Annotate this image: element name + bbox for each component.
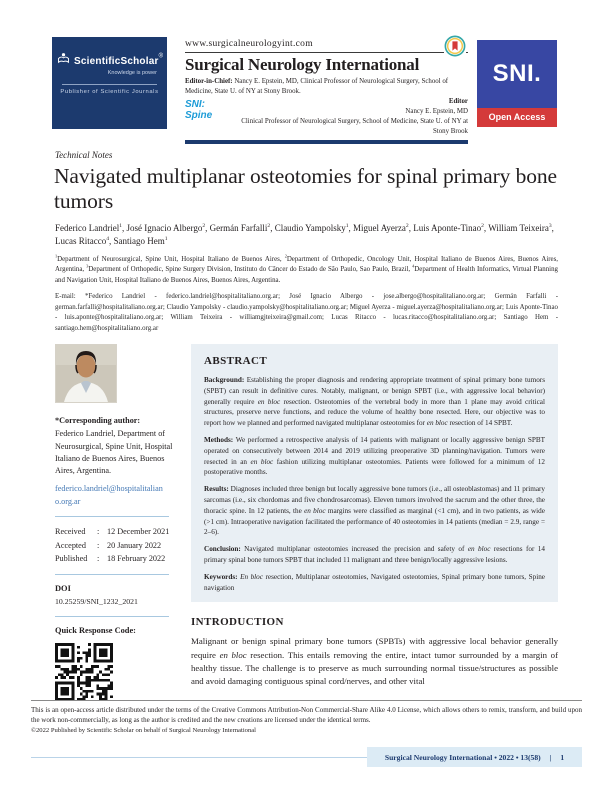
brand-divider (62, 84, 157, 85)
editor-label: Editor (448, 98, 468, 106)
received-date-row (55, 525, 177, 539)
editor-name: Nancy E. Epstein, MD (405, 108, 468, 116)
abstract-background: Background: Establishing the proper diagnosis and rendering appropriate treatment of spinal primary bone tumors (SPBT) can result in definitive cures. Notably, malignant, or benign SPBT (i.e., with aggressive local behavior) generally require en bloc resection. Osteotomies of the vertebral body in more than 1 plane may avoid critical structures, preserve nerve functions, and reduce the volume of healthy bone resected. Here, our objective was to report how we planned and performed navigated multiplanar osteotomies for en bloc resection of 14 SPBT. (204, 376, 545, 428)
footer-bar-row (31, 747, 582, 767)
author-emails: E-mail: *Federico Landriel - federico.landriel@hospitalitaliano.org.ar; José Ignacio Albergo - jose.albergo@hospitalitaliano.org.ar; Germán Farfalli - german.farfalli@hospitalitaliano.org.ar; Claudio Yampolsky - claudio.yampolsky@hospitalitaliano.org.ar; Miguel Ayerza - miguel.ayerza@hospitalitaliano.org.ar; Luis Aponte-Tinao - luis.aponte@hospitalitaliano.org.ar; William Teixeira - williamgjteixeira@gmail.com; Lucas Ritacco - lucas.ritacco@hospitalitaliano.org.ar; Santiago Hem - santiago.hem@hospitalitaliano.org.ar (55, 293, 558, 333)
running-journal-citation: Surgical Neurology International • 2022 • 13(58) (384, 752, 541, 762)
published-date-row (55, 552, 177, 566)
scientific-scholar-icon (56, 51, 71, 71)
journal-masthead (185, 39, 468, 144)
author-list: Federico Landriel$^1$, José Ignacio Albergo$^2$, Germán Farfalli$^2$, Claudio Yampolsky$^1$, Miguel Ayerza$^2$, Luis Aponte-Tinao$^2$, William Teixeira$^3$, Lucas Ritacco$^4$, Santiago Hem$^1$ (55, 223, 554, 247)
received-sep: : (97, 527, 100, 537)
sidebar-divider (55, 616, 169, 617)
doi-value: 10.25259/SNI_1232_2021 (55, 597, 138, 607)
masthead-rule (185, 52, 468, 53)
introduction-paragraph: Malignant or benign spinal primary bone tumors (SPBTs) with aggressive local behavior generally require en bloc resection. This entails removing the entire, intact tumor surrounded by a margin of healthy tissue. The challenge is to preserve as much surrounding normal tissue/structures as possible and avoid damaging contiguous spinal cord/nerves, and other vital (191, 636, 558, 687)
editor-block (230, 97, 468, 137)
qr-code-label: Quick Response Code: (55, 625, 136, 635)
accepted-label: Accepted (55, 540, 86, 550)
content-columns (55, 344, 558, 701)
accepted-sep: : (97, 540, 100, 550)
corresponding-author-label: *Corresponding author: (55, 416, 141, 425)
registered-mark: ® (158, 53, 163, 60)
received-label: Received (55, 527, 86, 537)
qr-code (55, 643, 113, 701)
footer-rule (31, 700, 582, 701)
affiliations: $^1$Department of Neurosurgical, Spine Unit, Hospital Italiano de Buenos Aires, $^2$Department of Orthopedic, Oncology Unit, Hospital Italiano de Buenos Aires, Buenos Aires, Argentina, $^3$Department of Orthopedic, Spine Surgery Division, Instituto do Câncer do Estado de São Paulo, Sao Paulo, Brazil, $^4$Department of Health Informatics, Virtual Planning and Navigation Unit, Hospital Italiano de Buenos Aires, Buenos Aires, Argentina. (55, 253, 558, 284)
sidebar-divider (55, 516, 169, 517)
corresponding-author-email-link[interactable]: federico.landriel@hospitalitaliano.org.ar (55, 484, 163, 506)
license-text: This is an open-access article distributed under the terms of the Creative Commons Attribution-Non Commercial-Share Alike 4.0 License, which allows others to remix, transform, and build upon the work non-commercially, as long as the author is credited and the new creations are licensed under the identical terms. (31, 706, 582, 725)
page-footer (31, 700, 582, 767)
abstract-box (191, 344, 558, 602)
sni-logo-text: SNI. (492, 60, 542, 87)
bookmark-ribbon-icon (444, 35, 466, 57)
journal-title: Surgical Neurology International (185, 55, 420, 74)
corresponding-author-address: Federico Landriel, Department of Neurosurgical, Spine Unit, Hospital Italiano de Buenos Aires, Buenos Aires, Argentina. (55, 429, 173, 476)
running-footer-bar (367, 747, 582, 767)
published-value: 18 February 2022 (107, 554, 166, 564)
accepted-date-row (55, 539, 177, 553)
copyright-text: ©2022 Published by Scientific Scholar on behalf of Surgical Neurology International (31, 727, 256, 735)
article-type-kicker: Technical Notes (55, 150, 113, 160)
open-access-badge: Open Access (477, 108, 557, 127)
editor-affiliation: Clinical Professor of Neurological Surgery, School of Medicine, State U. of NY at Stony Brook (241, 118, 468, 136)
abstract-heading: ABSTRACT (204, 355, 268, 367)
abstract-keywords: Keywords: En bloc resection, Multiplanar osteotomies, Navigated osteotomies, Spinal primary bone tumors, Spine navigation (204, 572, 545, 592)
abstract-conclusion: Conclusion: Navigated multiplanar osteotomies increased the precision and safety of en bloc resections for 14 primary spinal bone tumors SPBT that included 11 malignant and three benign/locally aggressive lesions. (204, 545, 545, 564)
published-sep: : (97, 554, 100, 564)
journal-url-link[interactable]: www.surgicalneurologyint.com (185, 39, 313, 49)
page-header (52, 37, 557, 144)
doi-label: DOI (55, 583, 71, 593)
footer-separator: | (549, 752, 552, 762)
masthead-bar (185, 140, 468, 144)
introduction-heading: INTRODUCTION (191, 616, 284, 629)
received-value: 12 December 2021 (107, 527, 170, 537)
publisher-name: ScientificScholar (74, 56, 159, 67)
publisher-subtitle: Publisher of Scientific Journals (60, 89, 159, 95)
publisher-logo-box (52, 37, 167, 129)
sidebar-divider (55, 574, 169, 575)
page-number: 1 (560, 752, 565, 762)
footer-bar-lead-line (31, 757, 367, 758)
published-label: Published (55, 554, 88, 564)
article-main-column (191, 344, 558, 701)
journal-section-label: SNI: Spine (185, 99, 213, 122)
publisher-tagline: Knowledge is power (107, 70, 157, 76)
abstract-results: Results: Diagnoses included three benign but locally aggressive bone tumors (i.e., all osteoblastomas) and 11 primary sarcomas (i.e., six chordomas and five chondrosarcomas). Eleven tumors involved the sacrum and the other three, the thoracic spine. In 12 patients, the en bloc margins were classified as marginal (<1 cm), and in two patients, as wide (>1 cm). Intraoperative navigation facilitated the performance of 40 osteotomies in 14 patients (median = 2.9, range = 2–6). (204, 485, 545, 537)
sni-logo-box (477, 40, 557, 127)
accepted-value: 20 January 2022 (107, 540, 162, 550)
article-title: Navigated multiplanar osteotomies for spinal primary bone tumors (54, 164, 558, 213)
abstract-methods: Methods: We performed a retrospective analysis of 14 patients with malignant or locally aggressive benign SPBT operated on consecutively between 2014 and 2019 utilizing preoperative 3D planning/navigation. Tumors were resected in an en bloc fashion utilizing multiplanar osteotomies. Patients were followed for a minimum of 12 postoperative months. (204, 435, 545, 477)
editor-in-chief-line: Editor-in-Chief: Nancy E. Epstein, MD, Clinical Professor of Neurological Surgery, School of Medicine, State U. of NY at Stony Brook. (185, 78, 449, 95)
article-info-sidebar (55, 344, 177, 701)
corresponding-author-photo (55, 344, 117, 403)
